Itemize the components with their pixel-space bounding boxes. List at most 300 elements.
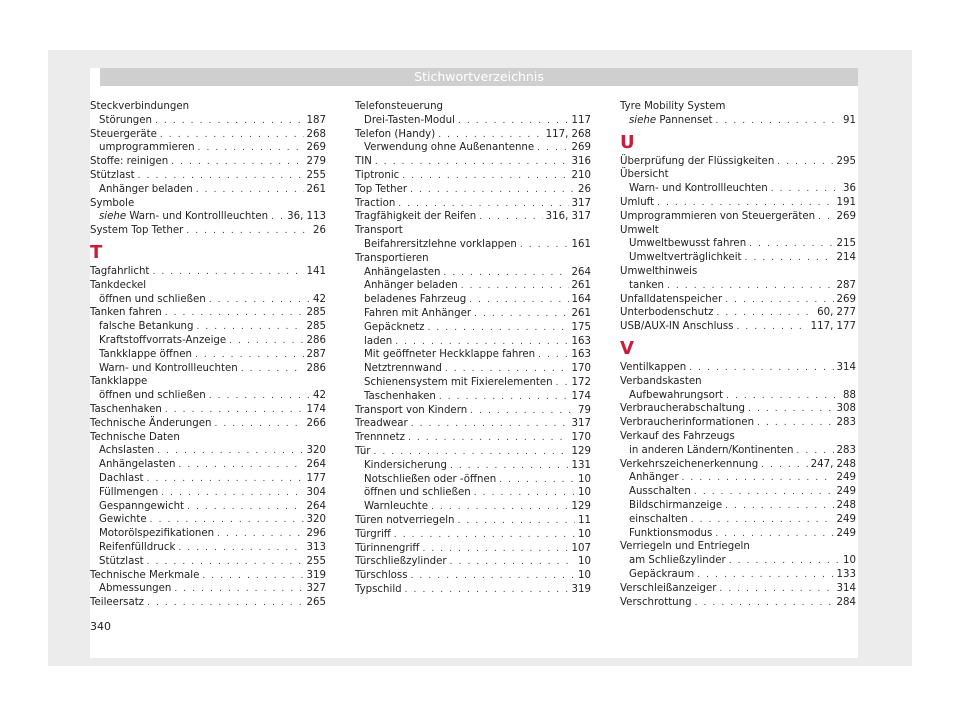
entry-text: System Top Tether xyxy=(90,225,184,237)
leader-dots xyxy=(202,570,303,584)
index-entry xyxy=(620,265,856,279)
entry-text: Anhänger beladen xyxy=(364,280,458,292)
index-entry xyxy=(355,431,591,445)
entry-text: Umprogrammieren von Steuergeräten xyxy=(620,210,816,222)
leader-dots xyxy=(771,183,840,197)
entry-text: Verriegeln und Entriegeln xyxy=(620,541,750,553)
page-ref: 247, 248 xyxy=(810,458,856,470)
page-ref: 319 xyxy=(306,569,326,581)
page-ref: 249 xyxy=(836,472,856,484)
index-entry xyxy=(355,445,591,459)
index-entry xyxy=(355,100,591,114)
entry-text: Tanken fahren xyxy=(90,307,162,319)
index-column-2 xyxy=(355,100,591,597)
section-letter: V xyxy=(620,337,634,359)
page-ref: 285 xyxy=(306,307,326,319)
page-ref: 316, 317 xyxy=(545,211,591,223)
entry-text: Anhänger beladen xyxy=(99,183,193,195)
page-ref: 36, 113 xyxy=(287,211,326,223)
entry-text: Gespanngewicht xyxy=(99,500,185,512)
index-entry xyxy=(355,569,591,583)
leader-dots xyxy=(196,184,304,198)
index-subentry xyxy=(355,114,591,128)
page-header: Stichwortverzeichnis xyxy=(100,68,858,86)
index-entry xyxy=(355,583,591,597)
index-entry xyxy=(355,210,591,224)
index-subentry xyxy=(620,182,856,196)
page-ref: 320 xyxy=(306,445,326,457)
index-entry xyxy=(620,196,856,210)
leader-dots xyxy=(439,391,569,405)
index-subentry xyxy=(355,348,591,362)
entry-text: Steuergeräte xyxy=(90,128,157,140)
index-entry xyxy=(90,569,326,583)
entry-text: Überprüfung der Flüssigkeiten xyxy=(620,155,775,167)
leader-dots xyxy=(725,294,833,308)
entry-text: Tankdeckel xyxy=(90,279,147,291)
leader-dots xyxy=(411,418,569,432)
page-ref: 10 xyxy=(578,487,591,499)
entry-text: Drei-Tasten-Modul xyxy=(364,114,455,126)
page-ref: 11 xyxy=(578,514,591,526)
leader-dots xyxy=(748,403,834,417)
entry-text: Türschließzylinder xyxy=(355,556,447,568)
leader-dots xyxy=(445,363,569,377)
index-subentry xyxy=(355,376,591,390)
page-ref: 163 xyxy=(571,335,591,347)
leader-dots xyxy=(229,335,303,349)
index-subentry xyxy=(90,389,326,403)
page-ref: 266 xyxy=(306,417,326,429)
index-entry xyxy=(90,265,326,279)
leader-dots xyxy=(165,307,304,321)
leader-dots xyxy=(395,336,568,350)
index-subentry xyxy=(90,293,326,307)
leader-dots xyxy=(716,307,814,321)
entry-text: Übersicht xyxy=(620,169,669,181)
entry-text: Funktionsmodus xyxy=(629,527,713,539)
entry-text: Transport von Kindern xyxy=(355,404,468,416)
entry-text: Umweltverträglichkeit xyxy=(629,252,742,264)
entry-text: öffnen und schließen xyxy=(99,293,206,305)
index-subentry xyxy=(355,390,591,404)
index-subentry xyxy=(90,210,326,224)
leader-dots xyxy=(427,322,568,336)
page-ref: 129 xyxy=(571,445,591,457)
index-subentry xyxy=(90,555,326,569)
page-ref: 214 xyxy=(836,252,856,264)
page-ref: 308 xyxy=(836,403,856,415)
entry-text: Technische Daten xyxy=(90,431,180,443)
entry-text: Stützlast xyxy=(99,555,144,567)
index-entry xyxy=(90,417,326,431)
index-subentry xyxy=(355,293,591,307)
section-letter: U xyxy=(620,131,635,153)
page-ref: 255 xyxy=(306,555,326,567)
entry-text: Achslasten xyxy=(99,445,155,457)
leader-dots xyxy=(443,267,568,281)
index-entry xyxy=(620,155,856,169)
leader-dots xyxy=(178,459,303,473)
page-ref: 133 xyxy=(836,568,856,580)
page-ref: 249 xyxy=(836,513,856,525)
page-ref: 79 xyxy=(578,404,591,416)
entry-text: Symbole xyxy=(90,197,135,209)
index-entry xyxy=(620,596,856,610)
leader-dots xyxy=(450,460,569,474)
leader-dots xyxy=(196,321,303,335)
leader-dots xyxy=(745,252,834,266)
index-entry xyxy=(90,306,326,320)
entry-text: Notschließen oder -öffnen xyxy=(364,473,497,485)
index-entry xyxy=(620,375,856,389)
page-ref: 279 xyxy=(306,156,326,168)
index-entry xyxy=(90,128,326,142)
entry-text: Tyre Mobility System xyxy=(620,101,726,112)
page-ref: 265 xyxy=(306,597,326,609)
leader-dots xyxy=(398,198,568,212)
entry-text: Unterbodenschutz xyxy=(620,307,714,319)
leader-dots xyxy=(450,556,575,570)
leader-dots xyxy=(694,486,834,500)
leader-dots xyxy=(187,501,304,515)
index-entry xyxy=(620,320,856,334)
entry-text: Verkauf des Fahrzeugs xyxy=(620,430,735,442)
leader-dots xyxy=(538,349,568,363)
index-subentry xyxy=(355,459,591,473)
page-ref: 255 xyxy=(306,169,326,181)
leader-dots xyxy=(719,583,833,597)
entry-text: Ausschalten xyxy=(629,486,691,498)
index-entry xyxy=(90,155,326,169)
page-ref: 320 xyxy=(306,514,326,526)
leader-dots xyxy=(736,321,807,335)
leader-dots xyxy=(458,115,569,129)
index-entry xyxy=(355,404,591,418)
entry-text: laden xyxy=(364,335,393,347)
leader-dots xyxy=(241,363,304,377)
page-ref: 285 xyxy=(306,321,326,333)
page-ref: 264 xyxy=(306,459,326,471)
index-entry xyxy=(90,375,326,389)
entry-text: Störungen xyxy=(99,114,152,126)
index-entry xyxy=(355,514,591,528)
entry-text: Füllmengen xyxy=(99,486,159,498)
leader-dots xyxy=(479,211,542,225)
page-ref: 10 xyxy=(578,473,591,485)
leader-dots xyxy=(160,129,304,143)
leader-dots xyxy=(174,583,303,597)
index-entry xyxy=(355,155,591,169)
leader-dots xyxy=(818,211,833,225)
page-ref: 314 xyxy=(836,582,856,594)
index-entry xyxy=(620,293,856,307)
leader-dots xyxy=(689,362,833,376)
page-ref: 313 xyxy=(306,541,326,553)
leader-dots xyxy=(682,472,834,486)
page-ref: 283 xyxy=(836,444,856,456)
index-entry xyxy=(90,197,326,211)
index-column-3 xyxy=(620,100,856,609)
page-ref: 261 xyxy=(306,183,326,195)
page-ref: 117 xyxy=(571,114,591,126)
index-entry xyxy=(620,402,856,416)
leader-dots xyxy=(716,115,841,129)
index-subentry xyxy=(90,141,326,155)
index-subentry xyxy=(355,279,591,293)
page-ref: 319 xyxy=(571,583,591,595)
page-ref: 317 xyxy=(571,197,591,209)
leader-dots xyxy=(198,142,304,156)
index-entry xyxy=(355,555,591,569)
index-entry xyxy=(620,100,856,114)
entry-text: Schienensystem mit Fixierelementen xyxy=(364,376,553,388)
index-subentry xyxy=(620,114,856,128)
page-ref: 164 xyxy=(571,294,591,306)
leader-dots xyxy=(520,239,569,253)
page-ref: 36 xyxy=(843,183,856,195)
leader-dots xyxy=(691,514,834,528)
index-subentry xyxy=(620,237,856,251)
index-subentry xyxy=(355,486,591,500)
page-ref: 316 xyxy=(571,156,591,168)
page-ref: 174 xyxy=(306,403,326,415)
entry-text: siehe Warn- und Kontrollleuchten xyxy=(99,211,269,223)
index-subentry xyxy=(90,320,326,334)
entry-text: Umwelt xyxy=(620,224,659,236)
index-entry xyxy=(355,542,591,556)
page-ref: 210 xyxy=(571,169,591,181)
index-subentry xyxy=(90,183,326,197)
index-subentry xyxy=(620,568,856,582)
leader-dots xyxy=(165,404,304,418)
entry-text: Stützlast xyxy=(90,169,135,181)
index-subentry xyxy=(90,582,326,596)
index-subentry xyxy=(90,486,326,500)
leader-dots xyxy=(725,500,833,514)
index-entry xyxy=(620,582,856,596)
entry-text: TIN xyxy=(355,156,372,168)
entry-text: Umweltbewusst fahren xyxy=(629,238,747,250)
leader-dots xyxy=(461,280,569,294)
entry-text: öffnen und schließen xyxy=(99,390,206,402)
index-entry xyxy=(620,306,856,320)
index-subentry xyxy=(90,541,326,555)
leader-dots xyxy=(458,515,576,529)
entry-text: Taschenhaken xyxy=(364,390,436,402)
leader-dots xyxy=(152,266,303,280)
entry-text: tanken xyxy=(629,279,664,291)
index-subentry xyxy=(90,527,326,541)
index-entry xyxy=(90,403,326,417)
leader-dots xyxy=(715,528,833,542)
entry-text: USB/AUX-IN Anschluss xyxy=(620,321,734,333)
entry-text: Verschrottung xyxy=(620,596,692,608)
entry-text: Reifenfülldruck xyxy=(99,541,176,553)
entry-text: falsche Betankung xyxy=(99,321,194,333)
entry-text: Gewichte xyxy=(99,514,147,526)
entry-text: Unfalldatenspeicher xyxy=(620,293,723,305)
page-ref: 296 xyxy=(306,528,326,540)
page-ref: 175 xyxy=(571,321,591,333)
entry-text: Türgriff xyxy=(355,528,391,540)
page-ref: 249 xyxy=(836,486,856,498)
entry-text: Transport xyxy=(355,225,403,237)
index-entry xyxy=(355,197,591,211)
entry-text: Taschenhaken xyxy=(90,403,162,415)
page-ref: 304 xyxy=(306,486,326,498)
page-ref: 107 xyxy=(571,542,591,554)
page-ref: 42 xyxy=(313,293,326,305)
page-ref: 284 xyxy=(836,596,856,608)
page-ref: 174 xyxy=(571,390,591,402)
index-subentry xyxy=(620,444,856,458)
page-ref: 10 xyxy=(578,570,591,582)
entry-text: Aufbewahrungsort xyxy=(629,389,724,401)
leader-dots xyxy=(161,487,303,501)
entry-text: Verbraucherinformationen xyxy=(620,417,755,429)
entry-text: Türinnengriff xyxy=(355,542,420,554)
index-entry xyxy=(90,596,326,610)
page-ref: 163 xyxy=(571,349,591,361)
page-ref: 287 xyxy=(836,279,856,291)
index-subentry xyxy=(90,334,326,348)
page-ref: 117, 177 xyxy=(810,321,856,333)
leader-dots xyxy=(209,294,310,308)
index-subentry xyxy=(90,362,326,376)
entry-text: Warnleuchte xyxy=(364,501,429,513)
page-ref: 170 xyxy=(571,363,591,375)
leader-dots xyxy=(411,570,576,584)
page-ref: 269 xyxy=(306,142,326,154)
leader-dots xyxy=(147,556,304,570)
page-ref: 283 xyxy=(836,417,856,429)
page-ref: 286 xyxy=(306,362,326,374)
leader-dots xyxy=(657,197,833,211)
index-subentry xyxy=(355,500,591,514)
index-subentry xyxy=(355,362,591,376)
entry-text: Abmessungen xyxy=(99,583,172,595)
page-ref: 295 xyxy=(836,155,856,167)
page-ref: 327 xyxy=(306,583,326,595)
page-number: 340 xyxy=(90,620,111,633)
index-subentry xyxy=(90,114,326,128)
entry-text: Netztrennwand xyxy=(364,363,442,375)
entry-text: Verbandskasten xyxy=(620,375,702,387)
entry-text: Anhängelasten xyxy=(364,266,441,278)
leader-dots xyxy=(438,129,542,143)
index-column-1 xyxy=(90,100,326,610)
entry-text: Gepäckraum xyxy=(629,568,695,580)
leader-dots xyxy=(394,529,575,543)
index-subentry xyxy=(620,251,856,265)
leader-dots xyxy=(195,349,304,363)
entry-text: Bildschirmanzeige xyxy=(629,499,723,511)
leader-dots xyxy=(217,528,303,542)
index-entry xyxy=(620,458,856,472)
page-ref: 10 xyxy=(578,528,591,540)
entry-text: Kraftstoffvorrats-Anzeige xyxy=(99,334,227,346)
index-entry xyxy=(355,169,591,183)
leader-dots xyxy=(667,280,834,294)
page-ref: 269 xyxy=(571,142,591,154)
entry-text: Verschleißanzeiger xyxy=(620,582,717,594)
entry-text: Verwendung ohne Außenantenne xyxy=(364,142,535,154)
entry-text: Tiptronic xyxy=(355,169,400,181)
entry-text: Treadwear xyxy=(355,418,408,430)
leader-dots xyxy=(157,445,303,459)
page-ref: 264 xyxy=(306,500,326,512)
page-ref: 261 xyxy=(571,280,591,292)
page-ref: 10 xyxy=(843,555,856,567)
entry-text: Beifahrersitzlehne vorklappen xyxy=(364,238,517,250)
page-ref: 161 xyxy=(571,238,591,250)
entry-text: Verbraucherabschaltung xyxy=(620,403,746,415)
entry-text: Steckverbindungen xyxy=(90,101,190,112)
index-entry xyxy=(90,431,326,445)
index-entry xyxy=(355,417,591,431)
index-entry xyxy=(90,100,326,114)
page-ref: 60, 277 xyxy=(817,307,856,319)
leader-dots xyxy=(408,432,569,446)
leader-dots xyxy=(147,473,304,487)
entry-text: Umluft xyxy=(620,196,655,208)
entry-text: Motorölspezifikationen xyxy=(99,528,215,540)
index-subentry xyxy=(355,473,591,487)
entry-text: Traction xyxy=(355,197,396,209)
leader-dots xyxy=(422,543,568,557)
leader-dots xyxy=(155,115,304,129)
leader-dots xyxy=(470,405,575,419)
leader-dots xyxy=(537,142,568,156)
entry-text: Tankklappe öffnen xyxy=(99,348,192,360)
index-subentry xyxy=(90,513,326,527)
page-ref: 261 xyxy=(571,307,591,319)
index-subentry xyxy=(355,266,591,280)
page-ref: 317 xyxy=(571,418,591,430)
leader-dots xyxy=(375,156,569,170)
leader-dots xyxy=(469,294,568,308)
index-subentry xyxy=(620,499,856,513)
index-subentry xyxy=(620,485,856,499)
entry-text: Kindersicherung xyxy=(364,459,447,471)
leader-dots xyxy=(749,238,833,252)
index-subentry xyxy=(620,527,856,541)
page-ref: 129 xyxy=(571,501,591,513)
section-letter: T xyxy=(90,241,103,263)
index-subentry xyxy=(355,141,591,155)
entry-text: Warn- und Kontrollleuchten xyxy=(99,362,238,374)
leader-dots xyxy=(373,446,568,460)
page-ref: 314 xyxy=(836,361,856,373)
entry-text: beladenes Fahrzeug xyxy=(364,294,467,306)
index-subentry xyxy=(355,335,591,349)
leader-dots xyxy=(474,308,569,322)
page-ref: 91 xyxy=(843,114,856,126)
index-subentry xyxy=(355,238,591,252)
leader-dots xyxy=(209,390,310,404)
index-entry xyxy=(620,168,856,182)
leader-dots xyxy=(271,211,284,225)
entry-text: Trennnetz xyxy=(355,432,405,444)
entry-text: Stoffe: reinigen xyxy=(90,156,169,168)
leader-dots xyxy=(474,487,575,501)
entry-text: Tragfähigkeit der Reifen xyxy=(355,211,477,223)
index-entry xyxy=(620,210,856,224)
leader-dots xyxy=(147,597,304,611)
entry-text: Tür xyxy=(355,445,371,457)
leader-dots xyxy=(431,501,569,515)
